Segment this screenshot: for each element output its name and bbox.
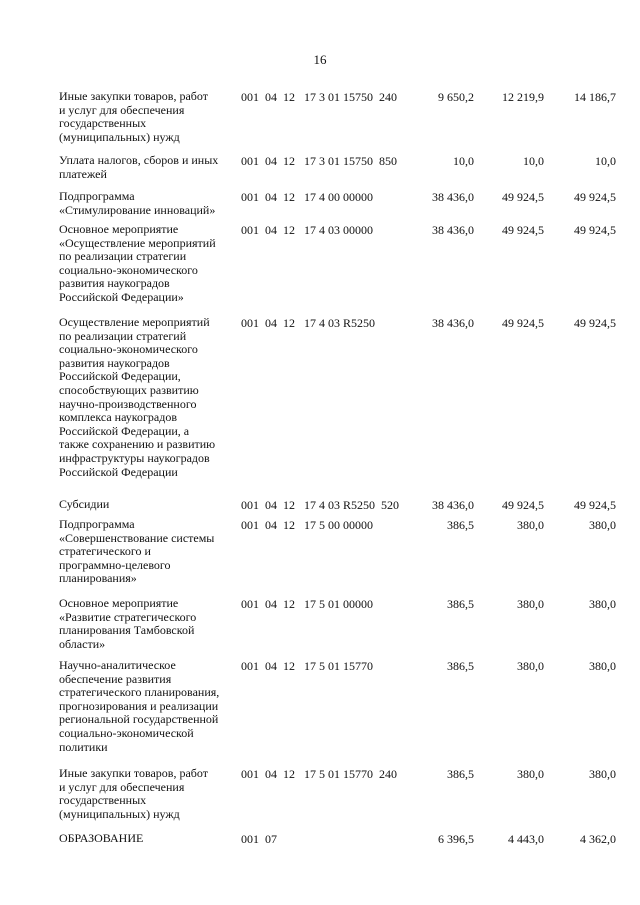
row-value-3: 14 186,7 [574,90,616,104]
row-code: 001 04 12 17 4 03 R5250 [241,316,376,330]
row-name: Основное мероприятие «Осуществление мероприятий по реализации стратегии социально-экономического развития наукоградов Российской Федерации» [59,222,216,304]
row-name: Подпрограмма «Стимулирование инноваций» [59,189,216,217]
row-code: 001 07 [241,832,277,846]
row-value-1: 386,5 [447,767,474,781]
row-code: 001 04 12 17 5 01 15770 240 [241,767,397,781]
row-name: Основное мероприятие «Развитие стратегического планирования Тамбовской области» [59,596,197,651]
row-value-2: 380,0 [517,518,544,532]
row-code: 001 04 12 17 5 00 00000 [241,518,373,532]
row-value-1: 38 436,0 [432,316,474,330]
row-name: Научно-аналитическое обеспечение развития стратегического планирования, прогнозирования и реализации региональной государственной социально-экономической политики [59,658,220,754]
row-value-1: 10,0 [453,154,474,168]
row-name: Подпрограмма «Совершенствование системы стратегического и программно-целевого планирования» [59,517,215,586]
row-code: 001 04 12 17 4 00 00000 [241,190,373,204]
row-name: Уплата налогов, сборов и иных платежей [59,153,219,181]
row-name: Осуществление мероприятий по реализации стратегий социально-экономического развития наукоградов Российской Федерации, способствующих развитию научно-производственного комплекса наукоградов Российской Федерации, а также сохранению и развитию инфраструктуры наукоградов Российской Федерации [59,315,216,479]
row-value-3: 380,0 [589,767,616,781]
row-value-2: 380,0 [517,659,544,673]
row-name: Иные закупки товаров, работ и услуг для обеспечения государственных (муниципальных) нужд [59,89,208,144]
row-value-3: 49 924,5 [574,223,616,237]
row-code: 001 04 12 17 3 01 15750 240 [241,90,397,104]
row-name: Субсидии [59,497,110,511]
page-number: 16 [313,52,327,67]
row-value-1: 38 436,0 [432,498,474,512]
row-value-3: 4 362,0 [580,832,616,846]
row-value-3: 380,0 [589,518,616,532]
row-value-2: 49 924,5 [502,223,544,237]
row-code: 001 04 12 17 4 03 00000 [241,223,373,237]
row-value-3: 380,0 [589,659,616,673]
row-value-3: 49 924,5 [574,498,616,512]
row-code: 001 04 12 17 5 01 00000 [241,597,373,611]
row-value-1: 386,5 [447,518,474,532]
row-value-2: 49 924,5 [502,316,544,330]
row-value-1: 9 650,2 [438,90,474,104]
row-value-2: 380,0 [517,597,544,611]
row-value-1: 38 436,0 [432,223,474,237]
row-code: 001 04 12 17 3 01 15750 850 [241,154,397,168]
row-value-2: 4 443,0 [508,832,544,846]
row-value-2: 12 219,9 [502,90,544,104]
row-value-3: 49 924,5 [574,190,616,204]
row-value-3: 49 924,5 [574,316,616,330]
row-value-1: 38 436,0 [432,190,474,204]
row-value-3: 380,0 [589,597,616,611]
row-name: ОБРАЗОВАНИЕ [59,831,144,845]
row-name: Иные закупки товаров, работ и услуг для обеспечения государственных (муниципальных) нужд [59,766,208,821]
row-value-2: 380,0 [517,767,544,781]
row-code: 001 04 12 17 5 01 15770 [241,659,373,673]
row-value-3: 10,0 [595,154,616,168]
row-value-2: 49 924,5 [502,190,544,204]
row-value-1: 6 396,5 [438,832,474,846]
row-value-2: 10,0 [523,154,544,168]
row-value-2: 49 924,5 [502,498,544,512]
row-value-1: 386,5 [447,659,474,673]
row-value-1: 386,5 [447,597,474,611]
row-code: 001 04 12 17 4 03 R5250 520 [241,498,400,512]
